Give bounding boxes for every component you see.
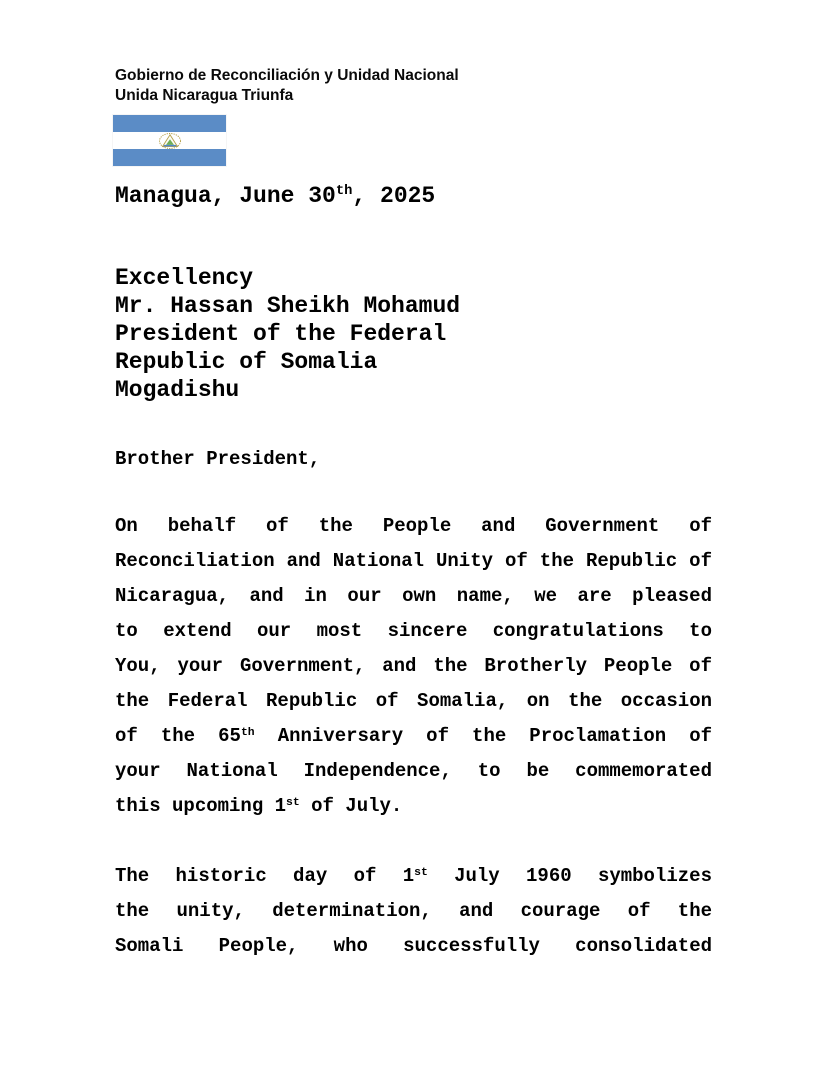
recipient-line: Excellency	[115, 265, 254, 291]
nicaragua-flag-image	[113, 115, 226, 166]
body-paragraph-1	[115, 509, 712, 824]
recipient-line: Mr. Hassan Sheikh Mohamud	[115, 293, 461, 319]
paragraph-line: to extend our most sincere congratulations to	[115, 620, 712, 642]
recipient-line: Republic of Somalia	[115, 349, 378, 375]
recipient-line: Mogadishu	[115, 377, 240, 403]
paragraph-line: the Federal Republic of Somalia, on the occasion	[115, 690, 712, 712]
recipient-line: President of the Federal	[115, 321, 447, 347]
paragraph-line: On behalf of the People and Government of	[115, 515, 712, 537]
letter-content	[115, 0, 712, 964]
salutation: Brother President,	[115, 448, 321, 470]
body-paragraph-2	[115, 859, 712, 964]
paragraph-line: the unity, determination, and courage of the	[115, 900, 712, 922]
paragraph-line: The historic day of 1st July 1960 symbolizes	[115, 865, 712, 887]
letterhead-line2: Unida Nicaragua Triunfa	[115, 87, 294, 104]
paragraph-line: Somali People, who successfully consolidated	[115, 935, 712, 957]
paragraph-line: You, your Government, and the Brotherly People of	[115, 655, 712, 677]
nicaragua-coat-of-arms-icon	[158, 132, 182, 150]
flag-stripe-bottom	[113, 149, 226, 166]
paragraph-line: this upcoming 1st of July.	[115, 795, 403, 817]
paragraph-line: Nicaragua, and in our own name, we are pleased	[115, 585, 712, 607]
flag-stripe-top	[113, 115, 226, 132]
paragraph-line: Reconciliation and National Unity of the Republic of	[115, 550, 712, 572]
letterhead-line1: Gobierno de Reconciliación y Unidad Nacional	[115, 67, 459, 84]
date-line: Managua, June 30th, 2025	[115, 183, 436, 209]
paragraph-line: of the 65th Anniversary of the Proclamation of	[115, 725, 712, 747]
letterhead	[115, 0, 712, 106]
recipient-address	[115, 264, 712, 404]
paragraph-line: your National Independence, to be commemorated	[115, 760, 712, 782]
letter-body	[115, 509, 712, 964]
